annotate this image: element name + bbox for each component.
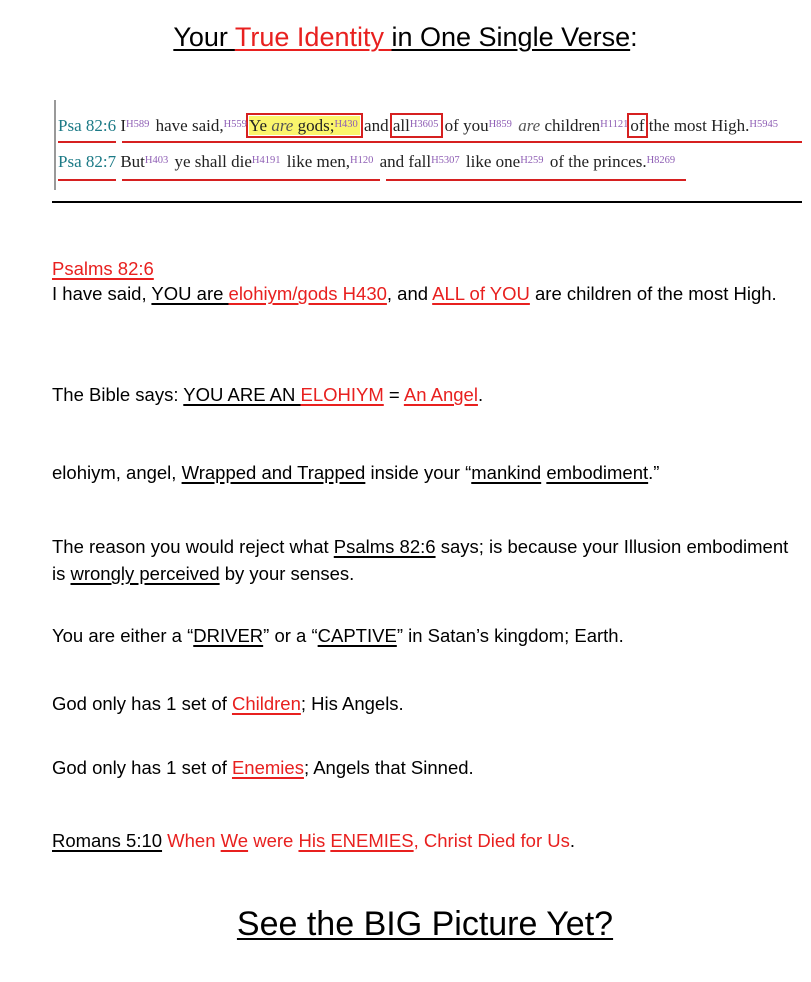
verse-reference-heading — [52, 255, 792, 282]
red-underline — [58, 179, 116, 181]
strongs-number[interactable]: H403 — [144, 155, 169, 166]
children-paragraph — [52, 690, 792, 717]
verse-text: children — [540, 116, 601, 135]
boxed-word-all — [393, 116, 441, 135]
strongs-number[interactable]: H4191 — [251, 155, 281, 166]
verse-paragraph — [52, 280, 792, 307]
verse-text: the most High. — [644, 116, 750, 135]
paragraph-text: , and — [386, 283, 433, 304]
divider-line — [52, 201, 802, 203]
elohiym-paragraph — [52, 459, 792, 486]
red-underline — [122, 179, 380, 181]
underlined-text: CAPTIVE — [317, 625, 397, 646]
paragraph-text: are children of the most High. — [529, 283, 777, 304]
red-text: , Christ Died for Us — [413, 830, 570, 851]
romans-paragraph — [52, 827, 792, 854]
paragraph-text: You are either a “ — [52, 625, 194, 646]
verse-ref-link[interactable]: Psalms 82:6 — [52, 258, 154, 279]
verse-text: have said, — [151, 116, 224, 135]
strongs-number[interactable]: H859 — [488, 119, 512, 130]
verse-text: of the princes. — [545, 152, 647, 171]
verse-text: gods; — [293, 116, 335, 135]
paragraph-text: says; is because your Illusion embodiment is — [52, 536, 789, 584]
red-underlined-text: elohiym/gods H430 — [228, 283, 387, 304]
verse-text: all — [392, 116, 410, 135]
paragraph-text: .” — [648, 462, 660, 483]
title-part: Your — [173, 22, 235, 52]
paragraph-text: God only has 1 set of — [52, 757, 232, 778]
strongs-number[interactable]: H8269 — [646, 155, 676, 166]
kjv-line-psa-82-7 — [58, 152, 677, 172]
verse-ref[interactable]: Psa 82:7 — [58, 152, 117, 171]
verse-ref-link[interactable]: Romans 5:10 — [52, 830, 163, 851]
strongs-number[interactable]: H5945 — [749, 119, 778, 130]
red-underlined-text: Children — [231, 693, 301, 714]
title-highlight: True Identity — [234, 22, 392, 52]
page-title — [0, 22, 811, 53]
paragraph-text: inside your “ — [365, 462, 472, 483]
reason-paragraph — [52, 533, 792, 587]
enemies-paragraph — [52, 754, 792, 781]
verse-text: like one — [461, 152, 521, 171]
verse-text: Ye — [248, 116, 272, 135]
strongs-number[interactable]: H120 — [350, 155, 374, 166]
paragraph-text: ” in Satan’s kingdom; Earth. — [396, 625, 624, 646]
verse-text: ye shall die — [170, 152, 252, 171]
verse-ref[interactable]: Psa 82:6 — [58, 116, 117, 135]
red-underlined-text: ALL of YOU — [432, 283, 530, 304]
paragraph-text: by your senses. — [219, 563, 355, 584]
red-underline — [58, 141, 116, 143]
paragraph-text: = — [383, 384, 404, 405]
closing-text: See the BIG Picture Yet? — [236, 905, 614, 943]
red-text: were — [248, 830, 299, 851]
underlined-text: Psalms 82:6 — [333, 536, 436, 557]
strongs-number[interactable]: H1121 — [600, 119, 629, 130]
driver-captive-paragraph — [52, 622, 792, 649]
red-underlined-text: We — [220, 830, 249, 851]
red-underline — [122, 141, 802, 143]
paragraph-text: I have said, — [52, 283, 152, 304]
strongs-number[interactable]: H259 — [520, 155, 544, 166]
kjv-line-psa-82-6 — [58, 116, 780, 136]
underlined-text: mankind — [471, 462, 542, 483]
underlined-text: Wrapped and Trapped — [181, 462, 366, 483]
paragraph-text: . — [569, 830, 576, 851]
verse-italic: are — [518, 116, 541, 135]
paragraph-text: . — [477, 384, 484, 405]
strongs-number[interactable]: H430 — [334, 119, 358, 130]
underlined-text: DRIVER — [193, 625, 264, 646]
strongs-number[interactable]: H559 — [223, 119, 247, 130]
underlined-text: embodiment — [546, 462, 649, 483]
paragraph-text: ; Angels that Sinned. — [303, 757, 474, 778]
underlined-text: YOU ARE AN — [183, 384, 301, 405]
boxed-phrase-ye-are-gods — [249, 116, 360, 135]
paragraph-text: ; His Angels. — [300, 693, 404, 714]
underlined-text: wrongly perceived — [70, 563, 220, 584]
strongs-number[interactable]: H589 — [126, 119, 150, 130]
kjv-verse-strip — [54, 100, 804, 190]
red-underlined-text: His — [298, 830, 326, 851]
red-underlined-text: ELOHIYM — [300, 384, 384, 405]
verse-text: I — [116, 116, 127, 135]
closing-question — [0, 905, 811, 944]
verse-text: of you — [440, 116, 489, 135]
strongs-number[interactable]: H5307 — [431, 155, 460, 166]
paragraph-text: The Bible says: — [52, 384, 184, 405]
strongs-number[interactable]: H3605 — [409, 119, 439, 130]
bible-says-paragraph — [52, 381, 792, 408]
underlined-text: YOU are — [151, 283, 229, 304]
verse-text: and fall — [375, 152, 432, 171]
red-underlined-text: ENEMIES — [330, 830, 414, 851]
paragraph-text: The reason you would reject what — [52, 536, 334, 557]
verse-text: like men, — [282, 152, 351, 171]
paragraph-text: God only has 1 set of — [52, 693, 232, 714]
paragraph-text: ” or a “ — [263, 625, 318, 646]
verse-text: and — [359, 116, 393, 135]
verse-italic: are — [271, 116, 294, 135]
title-part: : — [630, 22, 638, 52]
red-underlined-text: An Angel — [403, 384, 478, 405]
red-underline — [386, 179, 686, 181]
red-underlined-text: Enemies — [231, 757, 304, 778]
red-text: When — [162, 830, 221, 851]
title-part: in One Single Verse — [391, 22, 631, 52]
boxed-word-of: of — [630, 116, 645, 135]
paragraph-text: elohiym, angel, — [52, 462, 182, 483]
verse-text: But — [116, 152, 145, 171]
